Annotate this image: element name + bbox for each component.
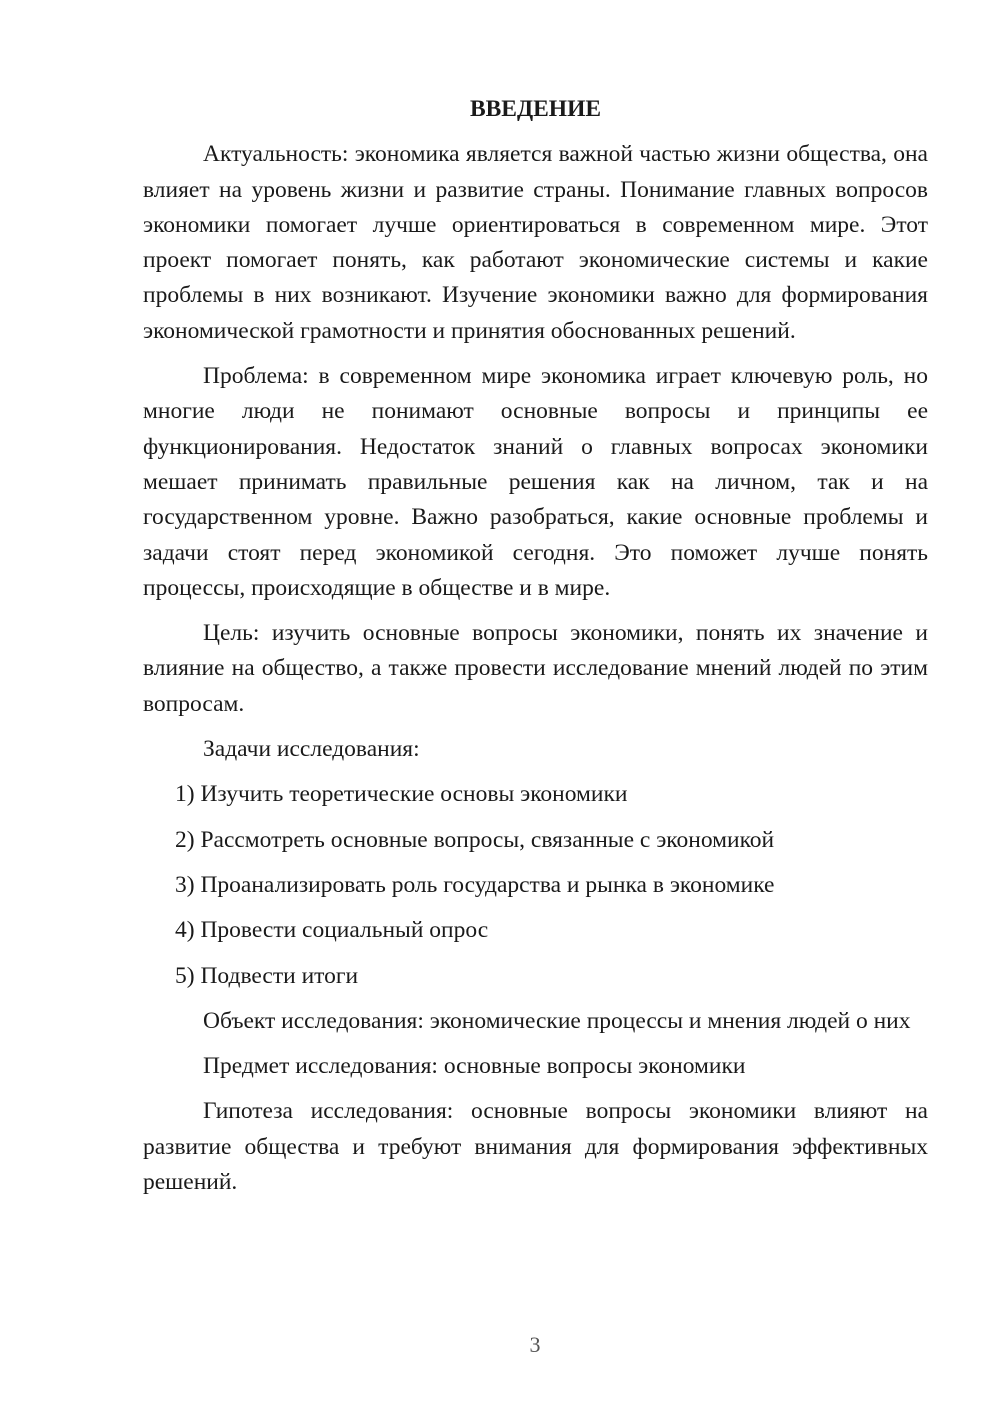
page-number: 3 xyxy=(529,1332,541,1357)
paragraph-hypothesis: Гипотеза исследования: основные вопросы экономики влияют на развитие общества и требуют внимания для формирования эффективных решений. xyxy=(143,1098,928,1196)
list-item: 3) Проанализировать роль государства и рынка в экономике xyxy=(175,871,775,898)
page-content xyxy=(143,92,928,1210)
paragraph-subject: Предмет исследования: основные вопросы экономики xyxy=(203,1053,746,1080)
list-item: 1) Изучить теоретические основы экономики xyxy=(175,781,628,808)
list-item: 5) Подвести итоги xyxy=(175,962,359,989)
tasks-heading: Задачи исследования: xyxy=(203,736,420,763)
paragraph-relevance: Актуальность: экономика является важной частью жизни общества, она влияет на уровень жизни и развитие страны. Понимание главных вопросов экономики помогает лучше ориентироваться в современном мире. Этот проект помогает понять, как работают экономические системы и какие проблемы в них возникают. Изучение экономики важно для формирования экономической грамотности и принятия обоснованных решений. xyxy=(143,141,928,344)
paragraph-problem: Проблема: в современном мире экономика играет ключевую роль, но многие люди не понимают основные вопросы и принципы ее функционирования. Недостаток знаний о главных вопросах экономики мешает принимать правильные решения как на личном, так и на государственном уровне. Важно разобраться, какие основные проблемы и задачи стоят перед экономикой сегодня. Это поможет лучше понять процессы, происходящие в обществе и в мире. xyxy=(143,363,928,601)
paragraph-object: Объект исследования: экономические процессы и мнения людей о них xyxy=(203,1007,911,1034)
page-title: ВВЕДЕНИЕ xyxy=(469,96,602,122)
list-item: 2) Рассмотреть основные вопросы, связанные с экономикой xyxy=(175,826,775,853)
paragraph-goal: Цель: изучить основные вопросы экономики, понять их значение и влияние на общество, а также провести исследование мнений людей по этим вопросам. xyxy=(143,620,928,717)
list-item: 4) Провести социальный опрос xyxy=(175,917,489,944)
tasks-list xyxy=(143,777,928,993)
